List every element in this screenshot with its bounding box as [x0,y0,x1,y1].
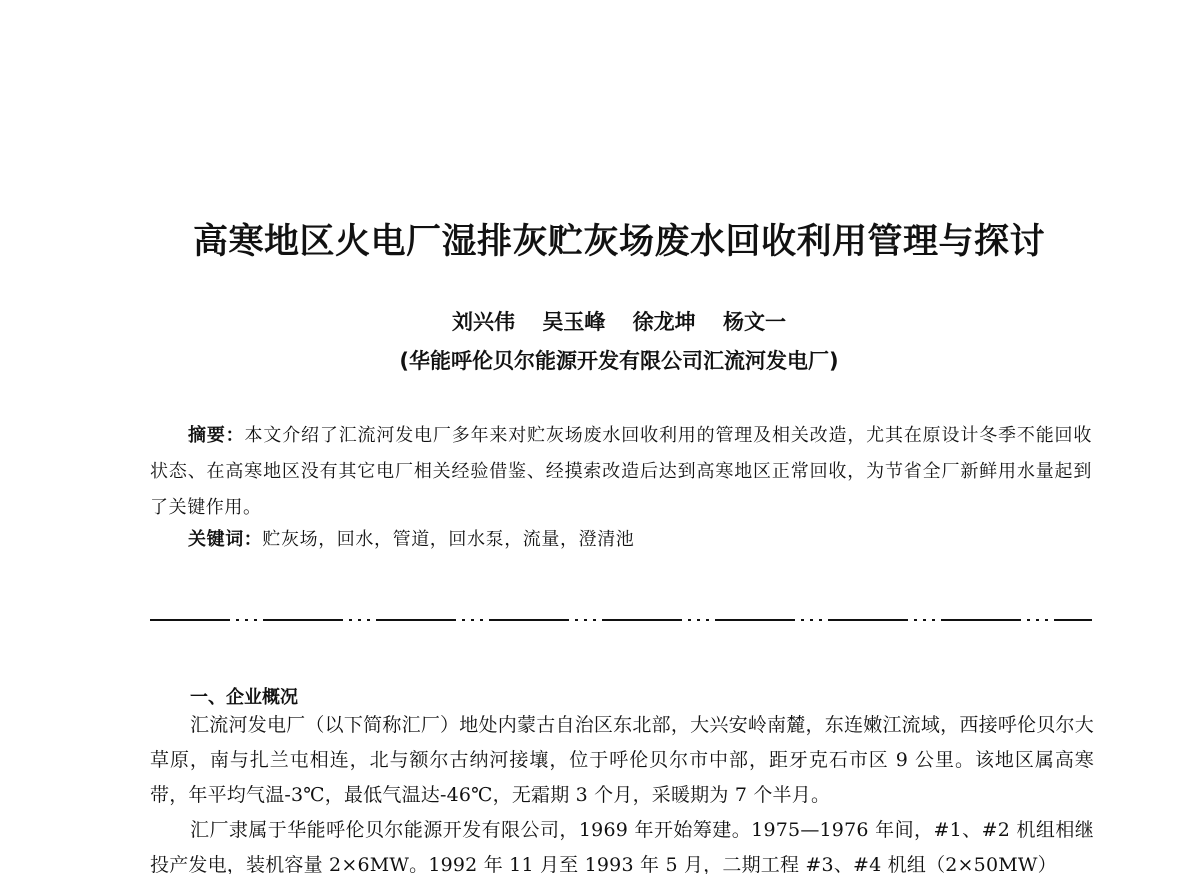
author-name: 吴玉峰 [542,310,606,334]
keywords [150,525,1092,555]
abstract-text: 本文介绍了汇流河发电厂多年来对贮灰场废水回收利用的管理及相关改造，尤其在原设计冬季不能回收状态、在高寒地区没有其它电厂相关经验借鉴、经摸索改造后达到高寒地区正常回收，为节省全厂新鲜用水量起到了关键作用。 [150,425,1092,518]
keywords-label: 关键词： [188,529,263,550]
abstract [150,418,1092,526]
abstract-label: 摘要： [188,425,245,446]
body-paragraph: 汇厂隶属于华能呼伦贝尔能源开发有限公司，1969 年开始筹建。1975—1976 年间，#1、#2 机组相继投产发电，装机容量 2×6MW。1992 年 11 月至 1993 年 5 月，二期工程 #3、#4 机组（2×50MW） [150,819,1094,874]
author-list [0,306,1200,336]
keywords-text: 贮灰场，回水，管道，回水泵，流量，澄清池 [262,529,635,550]
section-divider [150,617,1092,623]
body-paragraph: 汇流河发电厂（以下简称汇厂）地处内蒙古自治区东北部，大兴安岭南麓，东连嫩江流域，西接呼伦贝尔大草原，南与扎兰屯相连，北与额尔古纳河接壤，位于呼伦贝尔市中部，距牙克石市区 9 公里。该地区属高寒带，年平均气温-3℃，最低气温达-46℃，无霜期 3 个月，采暖期为 7 个半月。 [150,714,1094,806]
paper-title: 高寒地区火电厂湿排灰贮灰场废水回收利用管理与探讨 [192,222,1045,262]
author-name: 徐龙坤 [632,310,696,334]
author-name: 刘兴伟 [452,310,516,334]
author-affiliation: (华能呼伦贝尔能源开发有限公司汇流河发电厂) [399,349,839,373]
section-heading: 一、企业概况 [190,687,298,708]
author-name: 杨文一 [722,310,786,334]
